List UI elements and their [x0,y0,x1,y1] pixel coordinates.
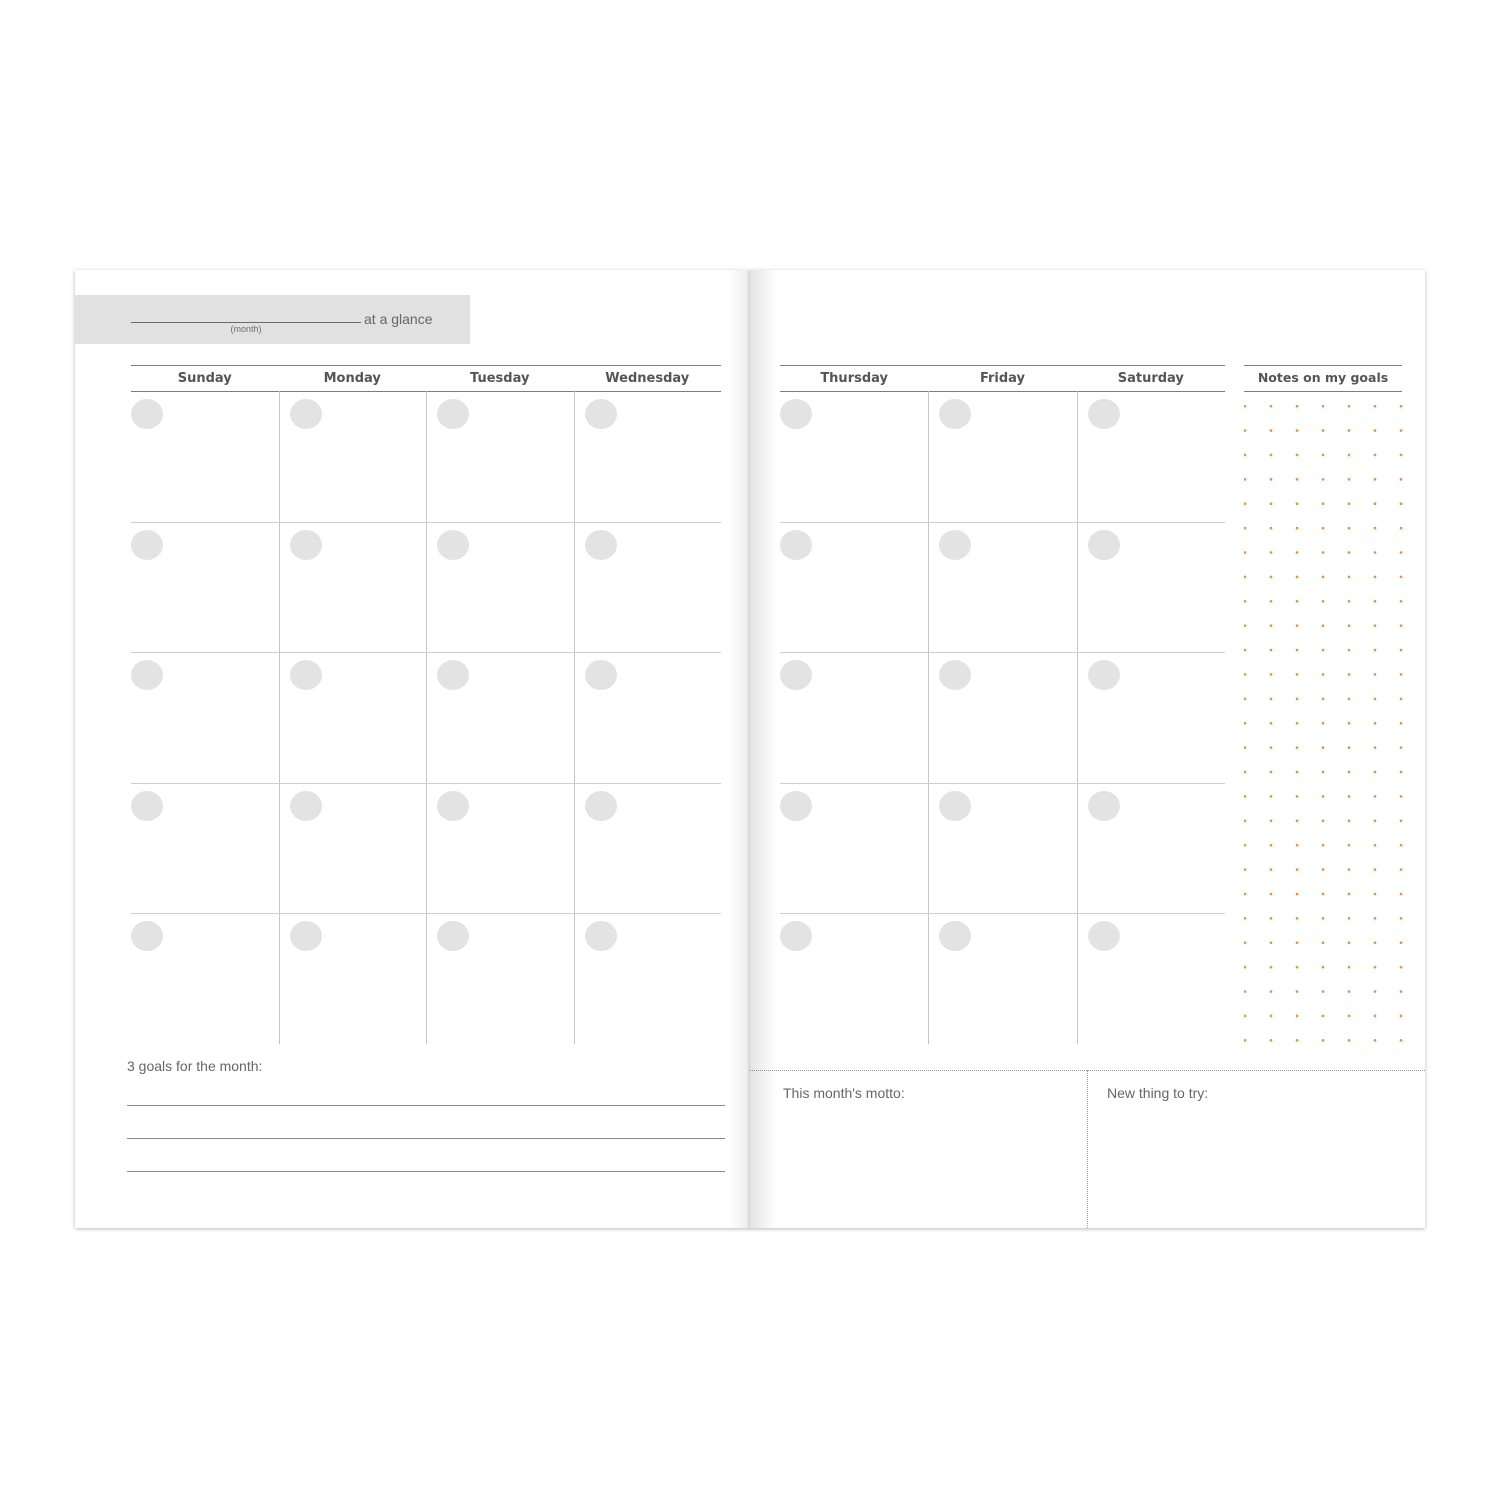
gutter-shadow-right [750,270,776,1228]
date-circle[interactable] [780,399,812,429]
date-circle[interactable] [290,399,322,429]
row-divider [780,913,1225,914]
notes-title: Notes on my goals [1244,365,1402,392]
date-circle[interactable] [585,399,617,429]
notes-section [1244,365,1402,392]
date-circle[interactable] [585,921,617,951]
day-header-sunday: Sunday [131,366,279,392]
column-divider [279,391,280,1044]
motto-label: This month's motto: [783,1085,905,1101]
day-header-wednesday: Wednesday [574,366,722,392]
month-caption: (month) [230,324,262,334]
day-header-tuesday: Tuesday [426,366,574,392]
new-thing-label: New thing to try: [1107,1085,1209,1101]
date-circle[interactable] [585,530,617,560]
day-header-monday: Monday [279,366,427,392]
calendar-grid-left [131,365,721,1044]
date-circle[interactable] [131,791,163,821]
day-header-friday: Friday [928,366,1076,392]
date-circle[interactable] [780,921,812,951]
column-divider [928,391,929,1044]
date-circle[interactable] [780,660,812,690]
month-banner [75,295,470,344]
date-circle[interactable] [1088,399,1120,429]
row-divider [780,783,1225,784]
day-header-saturday: Saturday [1077,366,1225,392]
day-header-thursday: Thursday [780,366,928,392]
date-circle[interactable] [437,660,469,690]
dot-grid[interactable] [1244,405,1404,1050]
date-circle[interactable] [585,791,617,821]
goal-line-2[interactable] [127,1138,725,1139]
date-circle[interactable] [780,530,812,560]
right-page [750,270,1425,1228]
date-circle[interactable] [131,921,163,951]
goal-line-1[interactable] [127,1105,725,1106]
date-circle[interactable] [290,530,322,560]
date-circle[interactable] [585,660,617,690]
date-circle[interactable] [939,399,971,429]
date-circle[interactable] [1088,921,1120,951]
date-circle[interactable] [290,791,322,821]
at-a-glance-label: at a glance [364,311,433,327]
date-circle[interactable] [131,660,163,690]
column-divider [574,391,575,1044]
date-circle[interactable] [780,791,812,821]
date-circle[interactable] [939,660,971,690]
month-write-line[interactable] [131,322,361,323]
date-circle[interactable] [1088,530,1120,560]
calendar-grid-right [780,365,1225,1044]
date-circle[interactable] [437,399,469,429]
row-divider [780,652,1225,653]
left-page [75,270,750,1228]
row-divider [131,652,721,653]
date-circle[interactable] [437,921,469,951]
date-circle[interactable] [290,660,322,690]
row-divider [131,522,721,523]
bottom-vertical-divider [1087,1070,1088,1228]
gutter-shadow-left [728,270,750,1228]
date-circle[interactable] [437,791,469,821]
date-circle[interactable] [131,530,163,560]
date-circle[interactable] [939,530,971,560]
column-divider [1077,391,1078,1044]
row-divider [131,783,721,784]
date-circle[interactable] [939,791,971,821]
goals-label: 3 goals for the month: [127,1058,263,1074]
column-divider [426,391,427,1044]
row-divider [131,913,721,914]
date-circle[interactable] [131,399,163,429]
date-circle[interactable] [1088,660,1120,690]
date-circle[interactable] [1088,791,1120,821]
row-divider [780,522,1225,523]
goal-line-3[interactable] [127,1171,725,1172]
date-circle[interactable] [939,921,971,951]
date-circle[interactable] [437,530,469,560]
date-circle[interactable] [290,921,322,951]
